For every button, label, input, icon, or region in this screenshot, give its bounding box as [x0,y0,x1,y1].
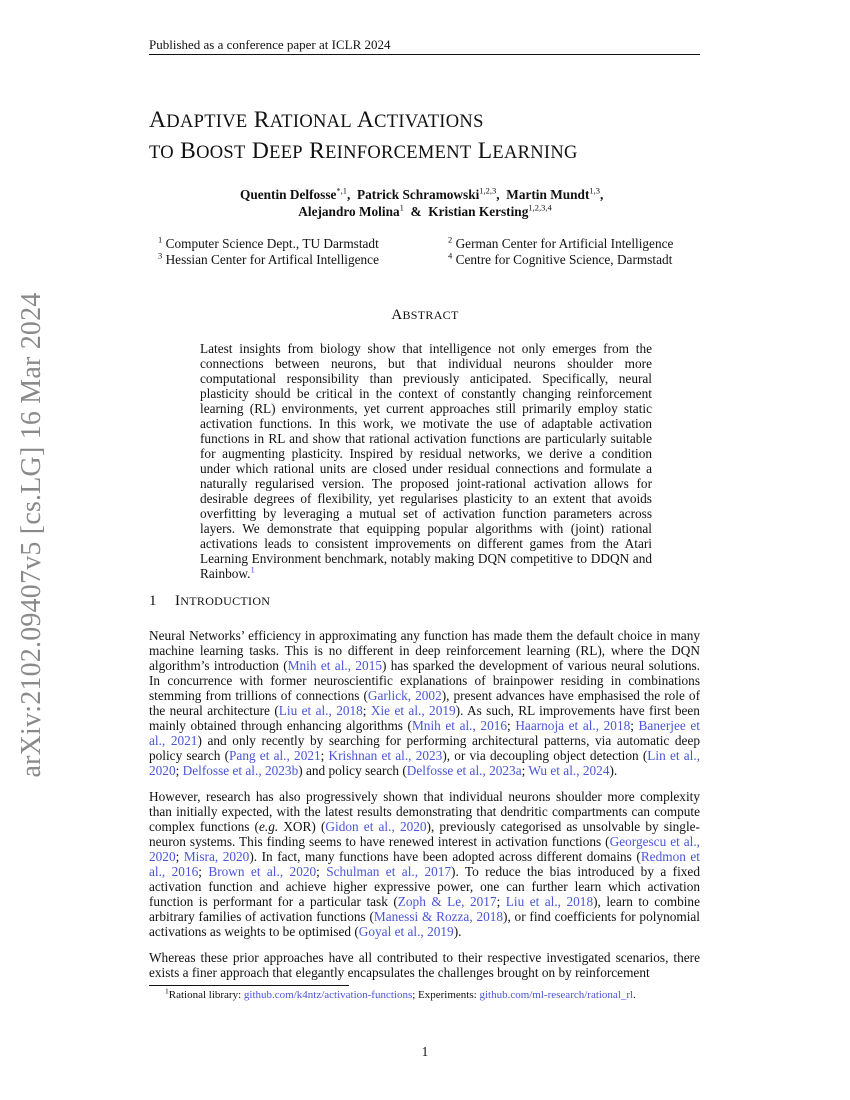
author-name: Kristian Kersting$^{1,2,3,4}$ [428,202,552,219]
citation-link[interactable]: Xie et al., [370,703,425,718]
affiliation-2: $^2$ German Center for Artificial Intelligence [448,234,674,251]
paragraph-text: ; [175,763,183,778]
paragraph-text: ), learn to combine arbitrary families of activation functions ( [149,894,700,924]
paper-title [149,106,578,168]
paragraph-text: ) and only recently by searching for performing architectural patterns, via automatic deep policy search ( [149,733,700,763]
paragraph-text: ; [630,718,639,733]
citation-link[interactable]: 2018 [566,894,594,909]
citation-link[interactable]: Liu et al., [505,894,562,909]
citation-link[interactable]: 2017 [469,894,497,909]
citation-link[interactable]: 2021 [170,733,198,748]
citation-link[interactable]: 2018 [336,703,363,718]
citation-link[interactable]: Misra, [183,849,219,864]
abstract-heading: ABSTRACT [391,307,459,323]
footnote: $^1$Rational library: github.com/k4ntz/activation-functions; Experiments: github.com/ml-research/rational_rl. [165,986,636,1001]
paragraph-text: ; [175,849,184,864]
citation-link[interactable]: Georgescu et al., [609,834,701,849]
paragraph-text: ), or via decoupling object detection ( [442,748,648,763]
citation-link[interactable]: 2023b [264,763,299,778]
citation-link[interactable]: Haarnoja et al., [515,718,600,733]
paragraph-text: ; [316,864,327,879]
author-name: Martin Mundt$^{1,3}$ [506,185,600,202]
citation-link[interactable]: 2023a [489,763,522,778]
paragraph-text: ). To reduce the bias introduced by a fixed activation function and achieve higher expressive power, one can further learn which activation function is performant for a particular task ( [149,864,700,909]
page-number: 1 [421,1044,429,1059]
paragraph-text: Whereas these prior approaches have all contributed to their respective investigated scenarios, there exists a finer approach that elegantly encapsulates the challenges brought on by reinforcement [149,950,700,980]
paragraph-text: ), or find coefficients for polynomial activations as weights to be optimised ( [149,909,700,939]
paragraph-text: ; [521,763,529,778]
title-word: LEARNING [477,138,578,164]
paragraph-text: However, research has also progressively shown that individual neurons shoulder more complexity than initially expected, with the latest results demonstrating that dendritic compartments can compute complex functions ( [149,789,700,834]
citation-link[interactable]: Liu et al., [278,703,332,718]
abstract-footnote-link[interactable]: 1 [250,564,255,575]
citation-link[interactable]: Delfosse et al., [182,763,262,778]
citation-link[interactable]: 2016 [480,718,508,733]
authors-line-1: Quentin Delfosse$^{*,1}$, Patrick Schramowski$^{1,2,3}$, Martin Mundt$^{1,3}$, [240,185,610,202]
title-line-2 [149,137,578,168]
author-block [0,186,850,220]
citation-link[interactable]: Delfosse et al., [406,763,486,778]
authors-line-2: Alejandro Molina$^1$ & Kristian Kersting$^{1,2,3,4}$ [298,202,552,219]
citation-link[interactable]: Gidon et al., [325,819,395,834]
citation-link[interactable]: 2017 [424,864,452,879]
author-name: Alejandro Molina$^1$ [298,202,404,219]
paragraph-text: ), present advances have emphasised the role of the neural architecture ( [149,688,700,718]
citation-link[interactable]: 2016 [171,864,199,879]
citation-link[interactable]: 2015 [355,658,382,673]
paragraph-text: ). In fact, many functions have been adopted across different domains ( [249,849,641,864]
citation-link[interactable]: Mnih et al., [287,658,352,673]
paragraph-text: ; [507,718,516,733]
running-header: Published as a conference paper at ICLR 2024 [149,37,391,52]
citation-link[interactable]: Zoph & Le, [397,894,465,909]
citation-link[interactable]: Krishnan et al., [328,748,412,763]
section-heading-introduction: 1 INTRODUCTION [149,593,271,609]
citation-link[interactable]: 2020 [149,763,176,778]
abstract-text: Latest insights from biology show that intelligence not only emerges from the connections between neurons, but that individual neurons shoulder more computational responsibility than previously anticipated. Specifically, neural plasticity should be critical in the context of constantly changing reinforcement learning (RL) environments, yet current approaches still primarily employ static activation functions. In this work, we motivate the use of adaptable activation functions in RL and show that rational activation functions are particularly suitable for augmenting plasticity. Inspired by residual networks, we derive a condition under which rational units are closed under residual connections and formulate a naturally regularised version. The proposed joint-rational activation allows for desirable degrees of flexibility, yet regularises plasticity to an extent that avoids overfitting by leveraging a mutual set of activation function parameters across layers. We demonstrate that equipping popular algorithms with (joint) rational activations leads to consistent improvements on different games from the Atari Learning Environment benchmark, notably making DQN competitive to DDQN and Rainbow.$^1$ [200,341,652,581]
emphasis: e.g. [258,819,279,834]
affiliation-3: $^3$ Hessian Center for Artifical Intelligence [158,250,379,267]
paragraph-text: ). [609,763,618,778]
citation-link[interactable]: Mnih et al., [411,718,476,733]
citation-link[interactable]: 2021 [294,748,321,763]
footnote-rule [149,985,349,986]
title-word: REINFORCEMENT [309,138,472,164]
paragraph-text: ) and policy search ( [298,763,407,778]
intro-paragraph-2 [149,789,700,939]
paragraph-text: XOR) ( [278,819,326,834]
paragraph-text: ) has sparked the development of various neural solutions. In concurrence with former neuroscientific explanations of brainpower residing in combinations stemming from trillions of connections ( [149,658,700,703]
arxiv-stamp [2,290,62,780]
paragraph-text: ; [320,748,329,763]
citation-link[interactable]: 2018 [603,718,631,733]
citation-link[interactable]: Banerjee et al., [149,718,700,748]
citation-link[interactable]: Wu et al., [528,763,580,778]
citation-link[interactable]: 2002 [415,688,442,703]
citation-link[interactable]: 2018 [476,909,504,924]
citation-link[interactable]: 2020 [222,849,250,864]
title-word: DEEP [251,138,303,164]
title-word: ADAPTIVE [149,107,248,133]
citation-link[interactable]: Brown et al., [208,864,284,879]
citation-link[interactable]: Lin et al., [647,748,700,763]
arxiv-stamp-text: arXiv:2102.09407v5 [cs.LG] 16 Mar 2024 [16,292,47,778]
intro-paragraph-1 [149,628,700,778]
paragraph-text: ; [198,864,209,879]
paragraph-text: ). As such, RL improvements have first been mainly obtained through enhancing algorithms ( [149,703,700,733]
citation-link[interactable]: Pang et al., [229,748,290,763]
intro-paragraph-3 [149,950,700,980]
citation-link[interactable]: Redmon et al., [149,849,700,879]
citation-link[interactable]: 2020 [149,849,176,864]
paragraph-text: ), previously categorised as unsolvable by single-neuron systems. This finding seems to have renewed interest in activation functions ( [149,819,700,849]
paragraph-text: ; [362,703,371,718]
citation-link[interactable]: 2023 [415,748,443,763]
citation-link[interactable]: Goyal et al., [358,924,424,939]
citation-link[interactable]: 2019 [429,703,456,718]
title-line-1 [149,106,578,137]
citation-link[interactable]: 2024 [582,763,610,778]
affiliation-1: $^1$ Computer Science Dept., TU Darmstadt [158,234,379,251]
title-word: BOOST [180,138,246,164]
citation-link[interactable]: 2020 [289,864,317,879]
citation-link[interactable]: 2019 [427,924,454,939]
paragraph-text: Neural Networks’ efficiency in approximating any function has made them the default choice in many machine learning tasks. This is no different in deep reinforcement learning (RL), where the DQN algorithm’s introduction ( [149,628,700,673]
author-name: Quentin Delfosse$^{*,1}$ [240,185,348,202]
paragraph-text: ). [453,924,462,939]
title-word: RATIONAL [253,107,352,133]
title-word: ACTIVATIONS [356,107,484,133]
title-word: TO [149,143,174,163]
citation-link[interactable]: 2020 [399,819,427,834]
paragraph-text: ; [496,894,506,909]
header-rule [149,54,700,55]
affiliation-4: $^4$ Centre for Cognitive Science, Darmstadt [448,250,673,267]
citation-link[interactable]: Schulman et al., [326,864,419,879]
citation-link[interactable]: Garlick, [367,688,412,703]
experiments-link[interactable]: github.com/ml-research/rational_rl [479,989,634,1001]
author-name: Patrick Schramowski$^{1,2,3}$ [357,185,497,202]
library-link[interactable]: github.com/k4ntz/activation-functions [243,989,413,1001]
citation-link[interactable]: Manessi & Rozza, [373,909,473,924]
